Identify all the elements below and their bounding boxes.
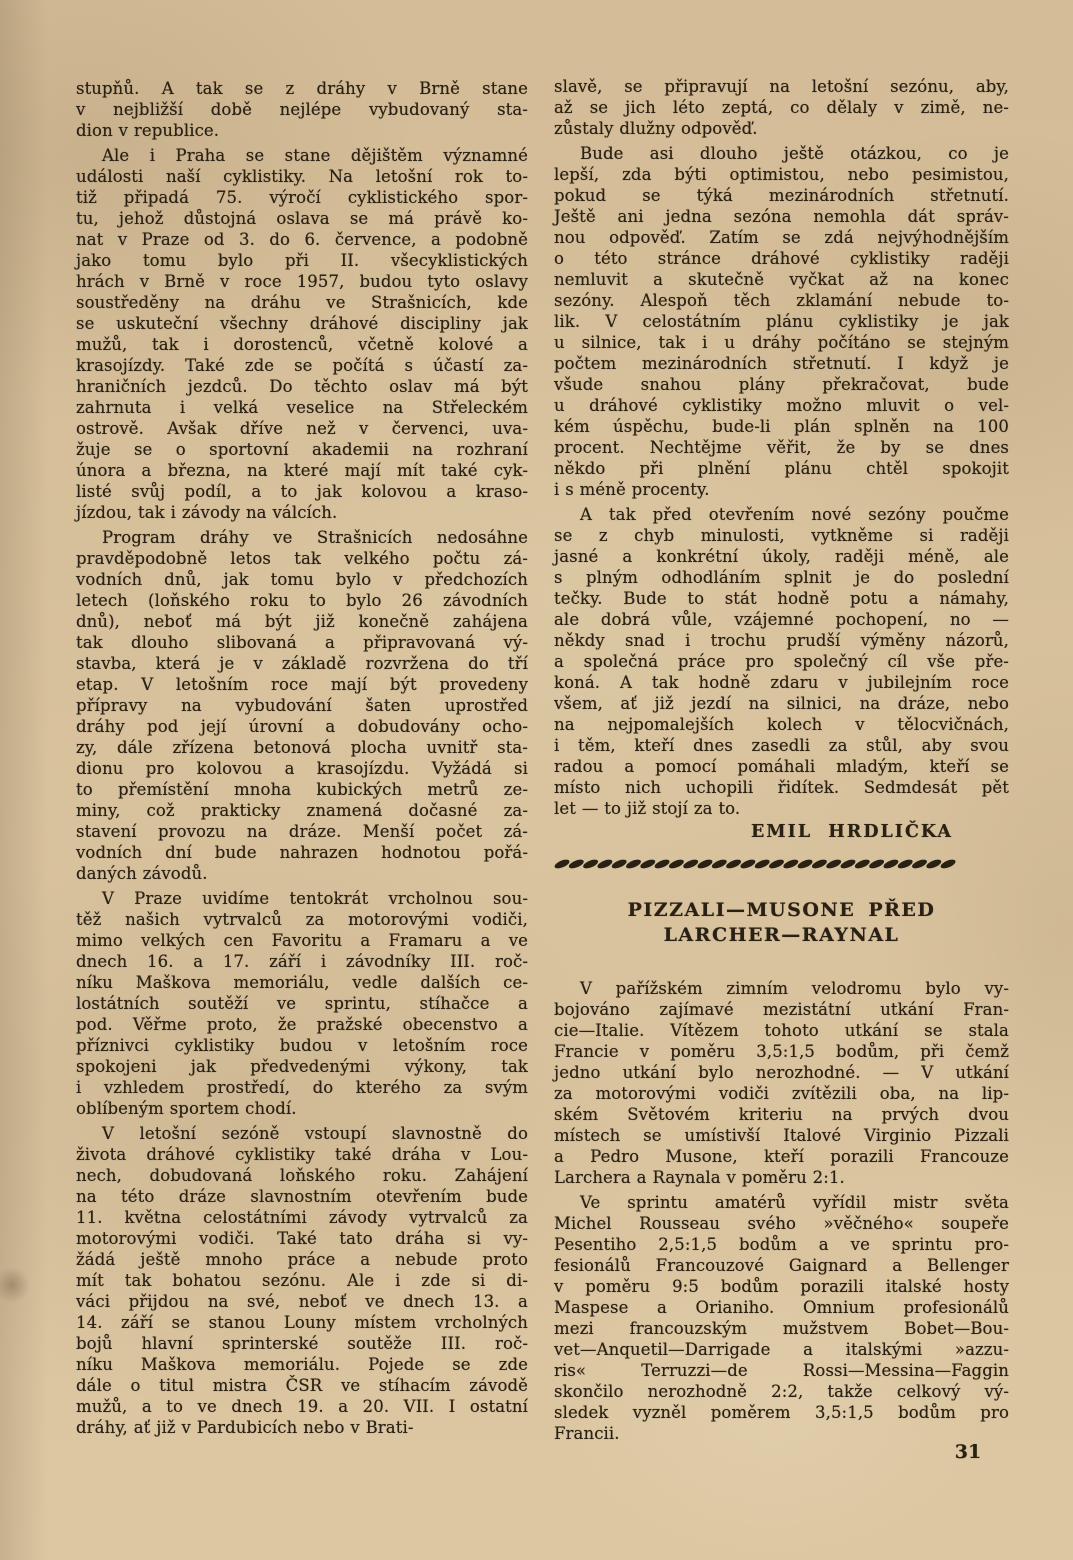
text-line: A tak před otevřením nové sezóny poučme [580, 505, 1009, 524]
text-line: procent. Nechtějme věřit, že by se dnes [554, 438, 1009, 457]
text-line: Bude asi dlouho ještě otázkou, co je [580, 144, 1009, 163]
text-line: místech se umístivší Italové Virginio Pizzali [554, 1126, 1009, 1145]
text-line: místo nich uchopili řidítek. Sedmdesát pět [554, 778, 1009, 797]
text-line: února a března, na které mají mít také cyk- [76, 461, 528, 480]
text-line: vodních dní bude nahrazen hodnotou pořá- [76, 843, 528, 862]
paragraph [554, 978, 1009, 1188]
text-line: bojováno zajímavé mezistátní utkání Fran- [554, 1000, 1009, 1019]
article-title-line-1: PIZZALI—MUSONE PŘED [627, 899, 936, 921]
text-line: radou a pomocí pomáhali mladým, kteří se [554, 757, 1009, 776]
text-line: nemluvit a skutečně vyčkat až na konec [554, 270, 1009, 289]
text-line: oblíbeným sportem chodí. [76, 1099, 297, 1118]
author-signature: EMIL HRDLIČKA [750, 822, 953, 842]
text-line: daných závodů. [76, 864, 208, 883]
divider-ornament-icon [554, 856, 967, 872]
text-line: nat v Praze od 3. do 6. července, a podobně [76, 230, 528, 249]
text-line: hraničních jezdců. Do těchto oslav má být [76, 377, 528, 396]
text-line: o této stránce dráhové cyklistiky raději [554, 249, 1009, 268]
text-line: někdy snad i trochu prudší výměny názorů, [554, 631, 1009, 650]
text-line: Larchera a Raynala v poměru 2:1. [554, 1168, 845, 1187]
text-line: Francie v poměru 3,5:1,5 bodům, při čemž [554, 1042, 1009, 1061]
text-line: se uskuteční všechny dráhové discipliny jak [76, 314, 528, 333]
text-line: pod. Věřme proto, že pražské obecenstvo a [76, 1015, 528, 1034]
text-line: zahrnuta i velká veselice na Střeleckém [76, 398, 528, 417]
text-line: Program dráhy ve Strašnicích nedosáhne [102, 528, 528, 547]
text-line: jasné a konkrétní úkoly, raději méně, ale [554, 547, 1009, 566]
section-divider [554, 856, 1009, 872]
paragraph [76, 527, 528, 884]
text-line: skončilo nerozhodně 2:2, takže celkový vý- [554, 1382, 1009, 1401]
text-line: jízdou, tak i závody na válcích. [76, 503, 338, 522]
text-line: kém úspěchu, bude-li plán splněn na 100 [554, 417, 1009, 436]
text-line: až se jich léto zeptá, co dělaly v zimě, ne- [554, 98, 1009, 117]
text-line: etap. V letošním roce mají být provedeny [76, 675, 528, 694]
text-line: let — to již stojí za to. [554, 799, 741, 818]
text-line: Pesentiho 2,5:1,5 bodům a ve sprintu pro- [554, 1235, 1009, 1254]
text-line: sezóny. Alespoň těch zklamání nebude to- [554, 291, 1009, 310]
text-line: miny, což prakticky znamená dočasné za- [76, 801, 528, 820]
text-line: i s méně procenty. [554, 480, 710, 499]
text-line: mít tak bohatou sezónu. Ale i zde si di- [76, 1271, 528, 1290]
text-line: s plným odhodláním splnit je do poslední [554, 568, 1009, 587]
text-line: a společná práce pro společný cíl vše pře- [554, 652, 1009, 671]
paragraph [76, 78, 528, 141]
text-line: tu, jehož důstojná oslava se má právě ko- [76, 209, 528, 228]
text-line: koná. A tak hodně zdaru v jubilejním roce [554, 673, 1009, 692]
text-line: 11. května celostátními závody vytrvalců za [76, 1208, 528, 1227]
text-line: v poměru 9:5 bodům porazili italské hosty [554, 1277, 1009, 1296]
text-line: dále o titul mistra ČSR ve stíhacím závodě [76, 1376, 528, 1395]
text-line: žuje se o sportovní akademii na rozhraní [76, 440, 528, 459]
text-line: mužů, tak i dorostenců, včetně kolové a [76, 335, 528, 354]
text-line: se z chyb minulosti, vytkněme si raději [554, 526, 1009, 545]
text-line: u silnice, tak i u dráhy počítáno se stejným [554, 333, 1009, 352]
text-line: V Praze uvidíme tentokrát vrcholnou sou- [102, 889, 528, 908]
text-line: dráhy pod její úrovní a dobudovány ocho- [76, 717, 528, 736]
text-line: ale dobrá vůle, vzájemné pochopení, no — [554, 610, 1009, 629]
text-line: u dráhové cyklistiky možno mluvit o vel- [554, 396, 1009, 415]
text-line: letech (loňského roku to bylo 26 závodních [76, 591, 528, 610]
text-line: fesionálů Francouzové Gaignard a Bellenger [554, 1256, 1009, 1275]
text-line: stavba, která je v základě rozvržena do tří [76, 654, 528, 673]
text-line: na této dráze slavnostním otevřením bude [76, 1187, 528, 1206]
text-line: slavě, se připravují na letošní sezónu, aby, [554, 77, 1009, 96]
text-line: a Pedro Musone, kteří porazili Francouze [554, 1147, 1009, 1166]
text-line: lik. V celostátním plánu cyklistiky je jak [554, 312, 1009, 331]
text-line: mimo velkých cen Favoritu a Framaru a ve [76, 931, 528, 950]
text-line: i těm, kteří dnes zasedli za stůl, aby svou [554, 736, 1009, 755]
text-line: ostrově. Avšak dříve než v červenci, uva- [76, 419, 528, 438]
text-line: krasojízdy. Také zde se počítá s účastí za- [76, 356, 528, 375]
text-line: příznivci cyklistiky budou v letošním roce [76, 1036, 528, 1055]
text-line: počtem mezinárodních střetnutí. I když je [554, 354, 1009, 373]
text-line: pravděpodobně letos tak velkého počtu zá- [76, 549, 528, 568]
text-line: zůstaly dlužny odpověď. [554, 119, 758, 138]
text-line: jako tomu bylo při II. všecyklistických [76, 251, 528, 270]
text-line: žádá ještě mnoho práce a nebude proto [76, 1250, 528, 1269]
text-line: dionu pro kolovou a krasojízdu. Vyžádá si [76, 759, 528, 778]
text-line: v nejbližší době nejlépe vybudovaný sta- [76, 100, 528, 119]
text-line: níku Maškova memoriálu. Pojede se zde [76, 1355, 528, 1374]
text-line: stavení provozu na dráze. Menší počet zá- [76, 822, 528, 841]
text-line: listé svůj podíl, a to jak kolovou a kraso- [76, 482, 528, 501]
text-line: ském Světovém kriteriu na prvých dvou [554, 1105, 1009, 1124]
text-line: lostátních soutěží ve sprintu, stíhačce a [76, 994, 528, 1013]
text-line: vet—Anquetil—Darrigade a italskými »azzu- [554, 1340, 1009, 1359]
text-line: motorovými vodiči. Také tato dráha si vy- [76, 1229, 528, 1248]
text-line: přípravy na vybudování šaten uprostřed [76, 696, 528, 715]
text-line: V pařížském zimním velodromu bylo vy- [580, 979, 1009, 998]
article-title-line-2: LARCHER—RAYNAL [663, 924, 900, 946]
text-line: těž našich vytrvalců za motorovými vodiči, [76, 910, 528, 929]
left-column [76, 78, 528, 1438]
text-line: ris« Terruzzi—de Rossi—Messina—Faggin [554, 1361, 1009, 1380]
text-line: spokojeni jak předvedenými výkony, tak [76, 1057, 528, 1076]
text-line: jedno utkání bylo nerozhodné. — V utkání [554, 1063, 1009, 1082]
text-line: na nejpomalejších kolech v tělocvičnách, [554, 715, 1009, 734]
text-line: všude snahou plány překračovat, bude [554, 375, 1009, 394]
text-line: vodních dnů, jak tomu bylo v předchozích [76, 570, 528, 589]
right-column [554, 76, 1009, 1444]
right-column-text [554, 76, 1009, 819]
text-line: stupňů. A tak se z dráhy v Brně stane [76, 79, 528, 98]
paragraph [76, 1123, 528, 1438]
text-line: dnech 16. a 17. září i závodníky III. roč- [76, 952, 528, 971]
paragraph [76, 888, 528, 1119]
text-line: dion v republice. [76, 121, 220, 140]
text-line: i vzhledem prostředí, do kterého za svým [76, 1078, 528, 1097]
text-line: hrách v Brně v roce 1957, budou tyto oslavy [76, 272, 528, 291]
text-line: Michel Rousseau svého »věčného« soupeře [554, 1214, 1009, 1233]
text-line: nech, dobudovaná loňského roku. Zahájení [76, 1166, 528, 1185]
text-line: někdo při plnění plánu chtěl spokojit [554, 459, 1009, 478]
paragraph [76, 145, 528, 523]
text-line: dnů), neboť má být již konečně zahájena [76, 612, 528, 631]
article-title [554, 898, 1009, 948]
text-line: tiž připadá 75. výročí cyklistického spor- [76, 188, 528, 207]
text-line: váci přijdou na své, neboť ve dnech 13. a [76, 1292, 528, 1311]
text-line: sledek vyzněl poměrem 3,5:1,5 bodům pro [554, 1403, 1009, 1422]
text-line: za motorovými vodiči zvítězili oba, na lip- [554, 1084, 1009, 1103]
text-line: to přemístění mnoha kubických metrů ze- [76, 780, 528, 799]
text-line: života dráhové cyklistiky také dráha v Lou- [76, 1145, 528, 1164]
text-line: lepší, zda býti optimistou, nebo pesimistou, [554, 165, 1009, 184]
text-line: soustředěny na dráhu ve Strašnicích, kde [76, 293, 528, 312]
text-line: Ještě ani jedna sezóna nemohla dát správ- [554, 207, 1009, 226]
text-line: Ve sprintu amatérů vyřídil mistr světa [580, 1193, 1009, 1212]
second-article-text [554, 978, 1009, 1444]
text-line: mužů, a to ve dnech 19. a 20. VII. I ostatní [76, 1397, 528, 1416]
text-line: Francii. [554, 1424, 620, 1443]
text-line: nou odpověď. Zatím se zdá nejvýhodnějším [554, 228, 1009, 247]
text-line: mezi francouzským mužstvem Bobet—Bou- [554, 1319, 1009, 1338]
text-line: Ale i Praha se stane dějištěm významné [102, 146, 528, 165]
paragraph [554, 504, 1009, 819]
paragraph [554, 143, 1009, 500]
text-line: Maspese a Orianiho. Omnium profesionálů [554, 1298, 1009, 1317]
paragraph [554, 1192, 1009, 1444]
text-line: všem, ať již jezdí na silnici, na dráze, nebo [554, 694, 1009, 713]
paragraph [554, 76, 1009, 139]
text-line: 14. září se stanou Louny místem vrcholných [76, 1313, 528, 1332]
text-line: pokud se týká mezinárodních střetnutí. [554, 186, 1009, 205]
text-line: níku Maškova memoriálu, vedle dalších ce- [76, 973, 528, 992]
text-line: události naší cyklistiky. Na letošní rok to- [76, 167, 528, 186]
page-number: 31 [954, 1441, 982, 1463]
text-line: bojů hlavní sprinterské soutěže III. roč- [76, 1334, 528, 1353]
text-line: cie—Italie. Vítězem tohoto utkání se stala [554, 1021, 1009, 1040]
text-line: dráhy, ať již v Pardubicích nebo v Brati- [76, 1418, 414, 1437]
text-line: V letošní sezóně vstoupí slavnostně do [102, 1124, 528, 1143]
text-line: tak dlouho slibovaná a připravovaná vý- [76, 633, 528, 652]
text-line: zy, dále zřízena betonová plocha uvnitř sta- [76, 738, 528, 757]
text-line: tečky. Bude to stát hodně potu a námahy, [554, 589, 1009, 608]
